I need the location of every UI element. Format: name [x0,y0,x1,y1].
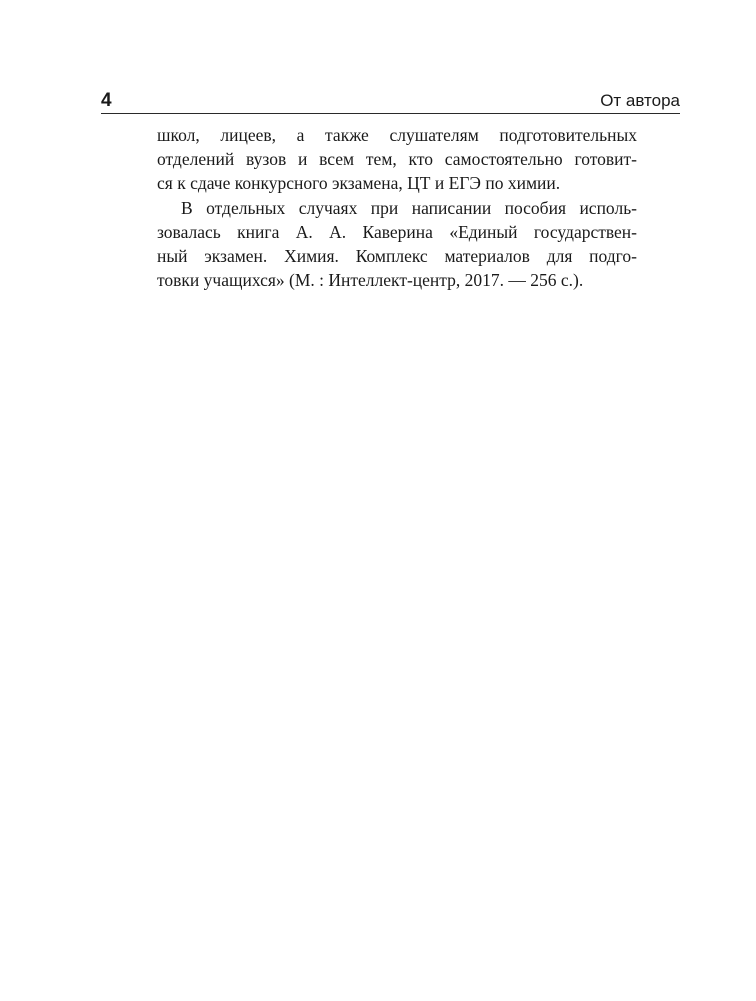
text-line: товки учащихся» (М. : Интеллект-центр, 2017. — 256 с.). [157,270,584,291]
text-line: школ, лицеев, а также слушателям подготовительных [157,125,637,145]
paragraph-continued [157,123,637,196]
running-head [101,89,680,114]
paragraph [157,196,637,293]
text-line: отделений вузов и всем тем, кто самостоятельно готовит- [157,149,637,170]
text-line: ный экзамен. Химия. Комплекс материалов для подго- [157,246,637,267]
text-line: ся к сдаче конкурсного экзамена, ЦТ и ЕГЭ по химии. [157,173,561,194]
text-line: В отдельных случаях при написании пособия исполь- [181,197,637,218]
page-number: 4 [101,90,112,111]
section-title: От автора [600,91,680,110]
text-line: зовалась книга А. А. Каверина «Единый государствен- [157,221,637,242]
body-text [157,123,637,292]
